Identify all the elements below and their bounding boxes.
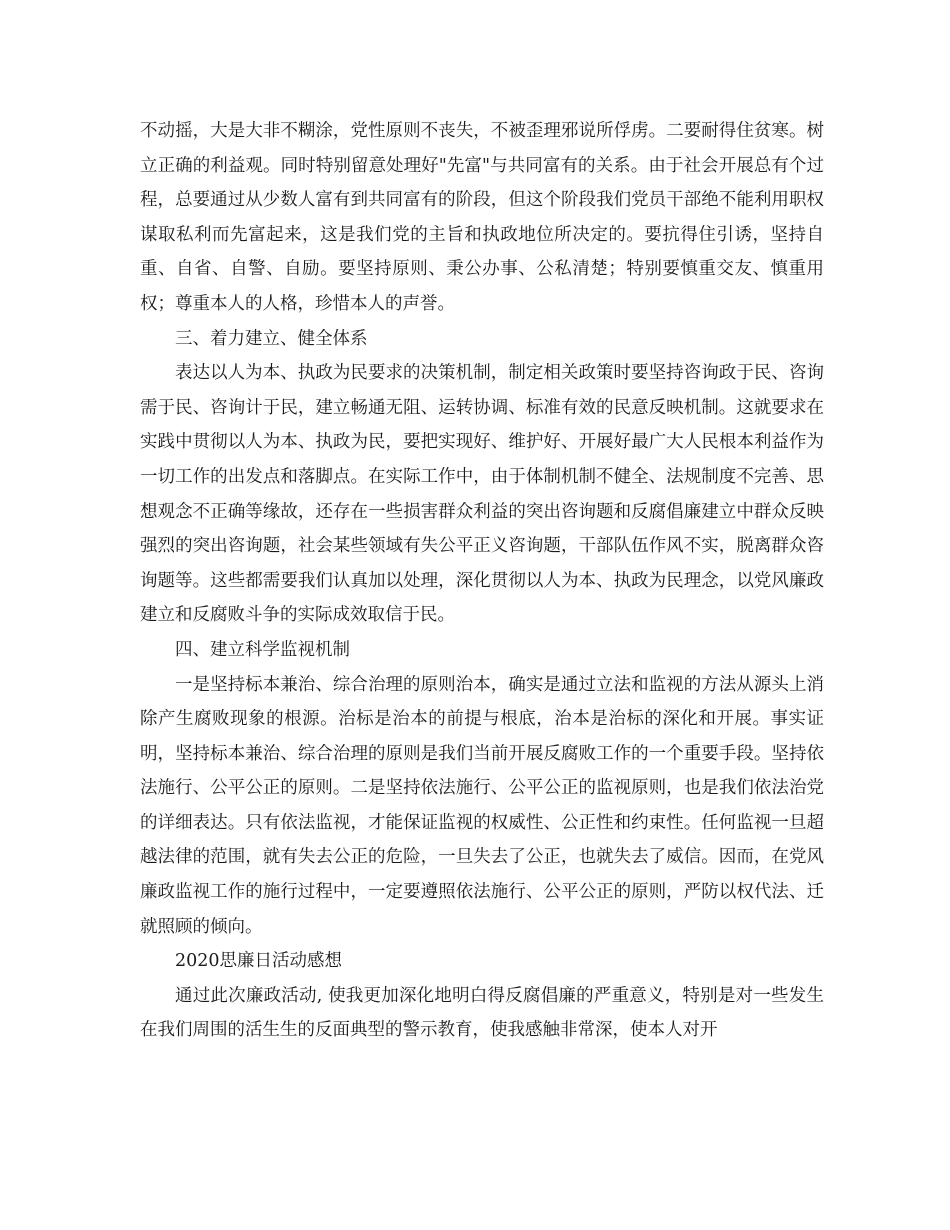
paragraph-decision-mechanism: 表达以人为本、执政为民要求的决策机制，制定相关政策时要坚持咨询政于民、咨询需于民、咨询计于民，建立畅通无阻、运转协调、标准有效的民意反映机制。这就要求在实践中贯彻以人为本、执政为民，要把实现好、维护好、开展好最广大人民根本利益作为一切工作的出发点和落脚点。在实际工作中，由于体制机制不健全、法规制度不完善、思想观念不正确等缘故，还存在一些损害群众利益的突出咨询题和反腐倡廉建立中群众反映强烈的突出咨询题，社会某些领域有失公平正义咨询题，干部队伍作风不实，脱离群众咨询题等。这些都需要我们认真加以处理，深化贯彻以人为本、执政为民理念，以党风廉政建立和反腐败斗争的实际成效取信于民。 [140, 363, 824, 626]
section-heading-3: 三、着力建立、健全体系 [175, 328, 368, 349]
paragraph-reflection: 通过此次廉政活动, 使我更加深化地明白得反腐倡廉的严重意义，特别是对一些发生在我们周围的活生生的反面典型的警示教育，使我感触非常深，使本人对开 [140, 985, 824, 1041]
paragraph-supervision: 一是坚持标本兼治、综合治理的原则治本，确实是通过立法和监视的方法从源头上消除产生腐败现象的根源。治标是治本的前提与根底，治本是治标的深化和开展。事实证明，坚持标本兼治、综合治理的原则是我们当前开展反腐败工作的一个重要手段。坚持依法施行、公平公正的原则。二是坚持依法施行、公平公正的监视原则，也是我们依法治党的详细表达。只有依法监视，才能保证监视的权威性、公正性和约束性。任何监视一旦超越法律的范围，就有失去公正的危险，一旦失去了公正，也就失去了威信。因而，在党风廉政监视工作的施行过程中，一定要遵照依法施行、公平公正的原则，严防以权代法、迁就照顾的倾向。 [140, 674, 824, 937]
section-heading-reflection: 2020思廉日活动感想 [175, 951, 343, 972]
document-body [140, 114, 824, 1048]
paragraph-continued: 不动摇，大是大非不糊涂，党性原则不丧失，不被歪理邪说所俘虏。二要耐得住贫寒。树立正确的利益观。同时特别留意处理好"先富"与共同富有的关系。由于社会开展总有个过程，总要通过从少数人富有到共同富有的阶段，但这个阶段我们党员干部绝不能利用职权谋取私利而先富起来，这是我们党的主旨和执政地位所决定的。要抗得住引诱，坚持自重、自省、自警、自励。要坚持原则、秉公办事、公私清楚；特别要慎重交友、慎重用权；尊重本人的人格，珍惜本人的声誉。 [140, 121, 824, 314]
section-heading-4: 四、建立科学监视机制 [175, 639, 350, 660]
